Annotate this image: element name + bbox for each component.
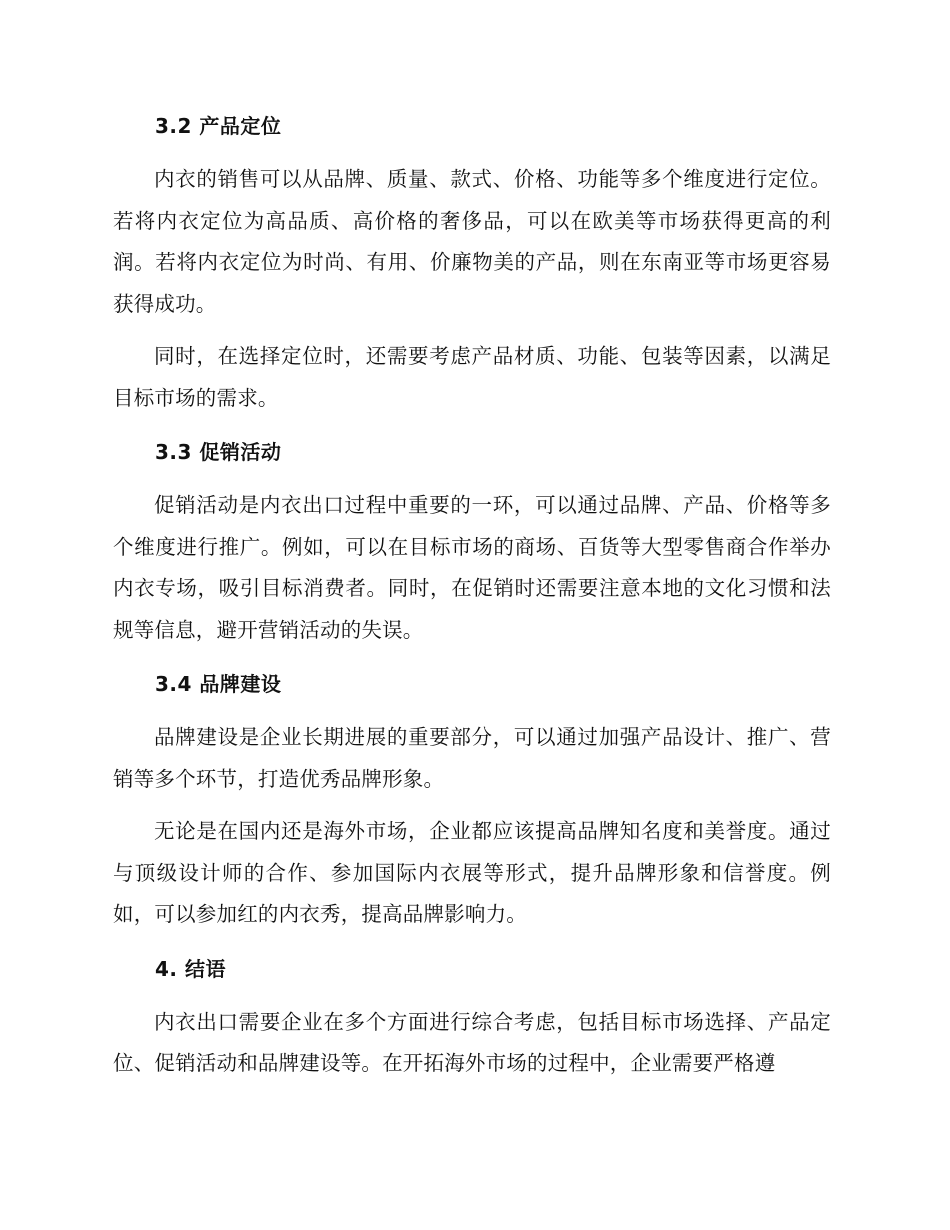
document-body — [113, 104, 831, 1096]
section-heading-product-positioning: 3.2 产品定位 — [155, 114, 282, 138]
section-heading-promotion: 3.3 促销活动 — [155, 440, 282, 464]
paragraph: 内衣出口需要企业在多个方面进行综合考虑，包括目标市场选择、产品定位、促销活动和品牌建设等。在开拓海外市场的过程中，企业需要严格遵 — [113, 1009, 831, 1075]
section-heading-brand-building: 3.4 品牌建设 — [155, 672, 282, 696]
paragraph: 品牌建设是企业长期进展的重要部分，可以通过加强产品设计、推广、营销等多个环节，打造优秀品牌形象。 — [113, 725, 831, 791]
paragraph: 同时，在选择定位时，还需要考虑产品材质、功能、包装等因素，以满足目标市场的需求。 — [113, 344, 831, 410]
section-heading-conclusion: 4. 结语 — [155, 956, 226, 981]
paragraph: 内衣的销售可以从品牌、质量、款式、价格、功能等多个维度进行定位。若将内衣定位为高品质、高价格的奢侈品，可以在欧美等市场获得更高的利润。若将内衣定位为时尚、有用、价廉物美的产品，则在东南亚等市场更容易获得成功。 — [113, 167, 831, 316]
paragraph: 促销活动是内衣出口过程中重要的一环，可以通过品牌、产品、价格等多个维度进行推广。例如，可以在目标市场的商场、百货等大型零售商合作举办内衣专场，吸引目标消费者。同时，在促销时还需要注意本地的文化习惯和法规等信息，避开营销活动的失误。 — [113, 493, 831, 642]
paragraph: 无论是在国内还是海外市场，企业都应该提高品牌知名度和美誉度。通过与顶级设计师的合作、参加国际内衣展等形式，提升品牌形象和信誉度。例如，可以参加红的内衣秀，提高品牌影响力。 — [113, 819, 831, 926]
